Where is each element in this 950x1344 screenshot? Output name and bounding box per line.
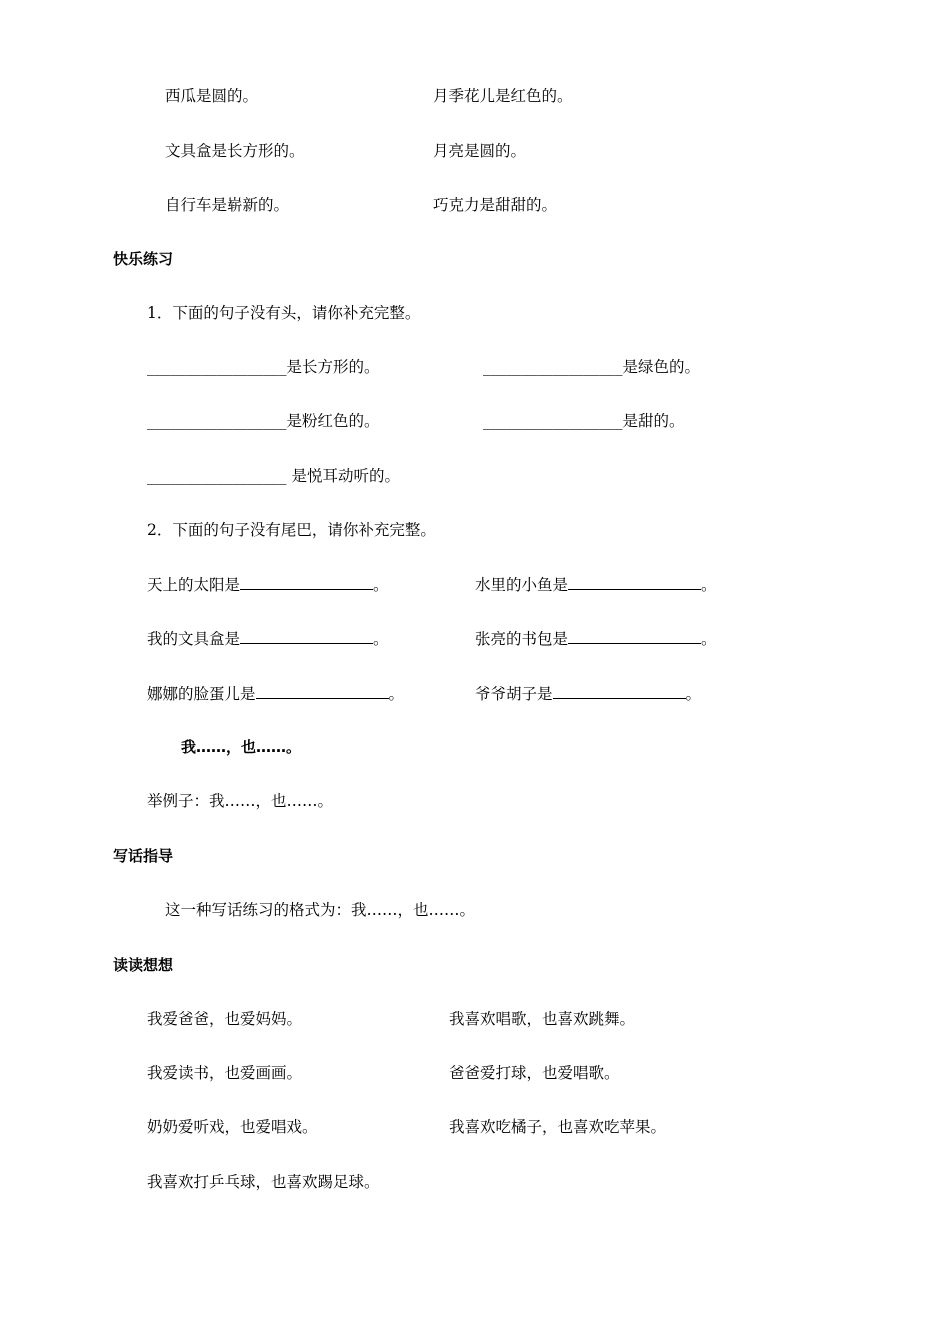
fill-in-item: __________________是绿色的。 xyxy=(483,358,701,376)
example-sentence: 文具盒是长方形的。 xyxy=(165,142,305,160)
fill-in-item: 我的文具盒是 。 xyxy=(147,630,389,648)
fill-in-item: __________________ 是悦耳动听的。 xyxy=(147,467,400,485)
reading-sentence: 奶奶爱听戏，也爱唱戏。 xyxy=(147,1118,318,1136)
fill-in-item: 水里的小鱼是 。 xyxy=(475,576,717,594)
fill-in-item: __________________是粉红色的。 xyxy=(147,412,380,430)
answer-blank[interactable] xyxy=(568,628,701,644)
fill-in-item: __________________是甜的。 xyxy=(483,412,685,430)
reading-sentence: 我爱爸爸，也爱妈妈。 xyxy=(147,1010,303,1028)
section-heading: 写话指导 xyxy=(113,847,174,865)
section-heading: 读读想想 xyxy=(113,956,174,974)
reading-sentence: 爸爸爱打球，也爱唱歌。 xyxy=(449,1064,620,1082)
guidance-text: 这一种写话练习的格式为：我……，也……。 xyxy=(165,901,476,919)
answer-blank[interactable] xyxy=(256,683,389,699)
example-sentence: 自行车是崭新的。 xyxy=(165,196,290,214)
reading-sentence: 我喜欢唱歌，也喜欢跳舞。 xyxy=(449,1010,636,1028)
reading-sentence: 我喜欢吃橘子，也喜欢吃苹果。 xyxy=(449,1118,667,1136)
answer-blank[interactable] xyxy=(568,574,701,590)
fill-in-item: __________________是长方形的。 xyxy=(147,358,380,376)
reading-sentence: 我爱读书，也爱画画。 xyxy=(147,1064,303,1082)
fill-in-item: 张亮的书包是 。 xyxy=(475,630,717,648)
section-heading: 快乐练习 xyxy=(113,250,174,268)
example-sentence: 月季花儿是红色的。 xyxy=(433,87,573,105)
answer-blank[interactable]: __________________ xyxy=(483,412,623,430)
example-sentence: 西瓜是圆的。 xyxy=(165,87,259,105)
fill-in-item: 娜娜的脸蛋儿是 。 xyxy=(147,685,405,703)
answer-blank[interactable]: __________________ xyxy=(147,412,287,430)
answer-blank[interactable] xyxy=(240,628,373,644)
example-sentence: 巧克力是甜甜的。 xyxy=(433,196,558,214)
question-prompt: 2．下面的句子没有尾巴，请你补充完整。 xyxy=(147,521,436,539)
answer-blank[interactable]: __________________ xyxy=(147,358,287,376)
fill-in-item: 爷爷胡子是 。 xyxy=(475,685,702,703)
answer-blank[interactable] xyxy=(240,574,373,590)
example-sentence: 月亮是圆的。 xyxy=(433,142,527,160)
reading-sentence: 我喜欢打乒乓球，也喜欢踢足球。 xyxy=(147,1173,380,1191)
answer-blank[interactable]: __________________ xyxy=(483,358,623,376)
pattern-heading: 我……，也……。 xyxy=(181,738,302,756)
question-prompt: 1．下面的句子没有头，请你补充完整。 xyxy=(147,304,421,322)
answer-blank[interactable]: __________________ xyxy=(147,467,287,485)
answer-blank[interactable] xyxy=(553,683,686,699)
pattern-example: 举例子：我……，也……。 xyxy=(147,792,334,810)
fill-in-item: 天上的太阳是 。 xyxy=(147,576,389,594)
